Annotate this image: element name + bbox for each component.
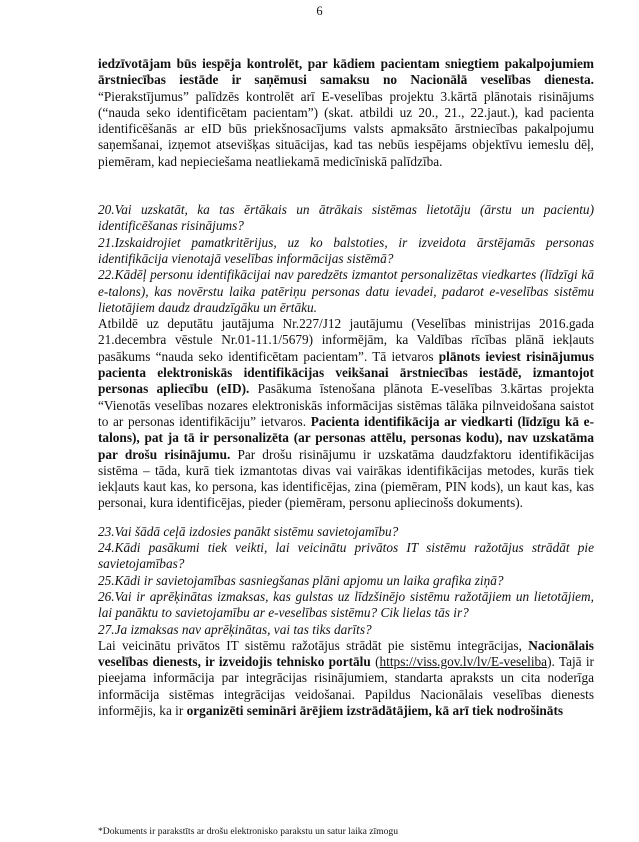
signature-footnote: *Dokuments ir parakstīts ar drošu elektronisko parakstu un satur laika zīmogu [98,826,399,837]
document-body [98,56,594,719]
question-20: 20.Vai uzskatāt, ka tas ērtākais un ātrākais sistēmas lietotāju (ārstu un pacientu) identificēšanas risinājums? [98,202,594,234]
answer-text: Par drošu risinājumu ir uzskatāma daudzfaktoru identifikācijas sistēma – tāda, kurā tiek izmantotas divas vai vairākas identifikācijas metodes, kurās tiek iekļauts kaut kas, ko persona, kas identificējas, zina (piemēram, PIN kods), un kaut kas, kas personai, kura identificējas, pieder (piemēram, personu apliecinošs dokuments). [98,446,594,511]
answer-bold-text: Pacienta identifikācija ar viedkarti (līdzīgu kā e-talons), pat ja tā ir personalizēta (ar personas attēlu, personas kodu), nav uzskatāma par drošu risinājumu. [98,413,595,462]
answer-text: Pasākuma īstenošana plānota E-veselības 3.kārtas projekta “Vienotās veselības nozares elektroniskās informācijas sistēmas tālāka pilnveidošana saistot to ar personas identifikāciju” ietvaros. [98,381,594,429]
answer-text: ). Tajā ir pieejama informācija par integrācijas risinājumiem, standarta apraksts un cita noderīga informācija sistēmas integrācijas veidošanai. Papildus Nacionālais veselības dienests informējis, ka ir [98,654,594,718]
question-27: 27.Ja izmaksas nav aprēķinātas, vai tas tiks darīts? [98,621,372,637]
answer-23-27 [98,638,594,719]
answer-bold-text: Nacionālais veselības dienests, ir izveidojis tehnisko portālu [98,637,594,670]
question-24: 24.Kādi pasākumi tiek veikti, lai veicinātu privātos IT sistēmu ražotājus strādāt pie savietojamības? [98,540,594,572]
question-26: 26.Vai ir aprēķinātas izmaksas, kas gulstas uz līdzšinējo sistēmu ražotājiem un lietotājiem, lai panāktu to savietojamību ar e-veselības sistēmu? Cik lielas tās ir? [98,588,594,621]
answer-bold-text: plānots ieviest risinājumus pacienta elektroniskās identifikācijas veikšanai ārstniecības iestādē, izmantojot personas apliecību (eID). [98,348,594,397]
answer-text: ( [370,654,380,670]
answer-20-22 [98,316,594,512]
technical-portal-link[interactable]: https://viss.gov.lv/lv/E-veseliba [379,654,548,670]
question-21: 21.Izskaidrojiet pamatkritērijus, uz ko balstoties, ir izveidota ārstējamās personas identifikācija vienotajā veselības informācijas sistēmā? [98,234,594,266]
question-22: 22.Kādēļ personu identifikācijai nav paredzēts izmantot personalizētas viedkartes (līdzīgi kā e-talons), kas novērstu laika patēriņu personas datu ievadei, padarot e-veselības sistēmu lietotājiem daudz draudzīgāku un ērtāku. [98,267,594,315]
section-spacer [98,512,594,524]
question-25: 25.Kādi ir savietojamības sasniegšanas plāni apjomu un laika grafika ziņā? [98,572,504,588]
answer-text: Atbildē uz deputātu jautājuma Nr.227/J12 jautājumu (Veselības ministrijas 2016.gada 21.decembra vēstule Nr.01-11.1/5679) informējām, ka Valdības rīcības plānā iekļauts pasākums “nauda seko identificētam pacientam”. Tā ietvaros [98,316,594,364]
answer-text: Lai veicinātu privātos IT sistēmu ražotājus strādāt pie sistēmu integrācijas, [98,637,529,653]
intro-text: “Pierakstījumus” palīdzēs kontrolēt arī E-veselības projektu 3.kārtā plānotais risinājums (“nauda seko identificētam pacientam”) (skat. atbildi uz 20., 21., 22.jaut.), kad pacienta identificēšanās ar eID būs priekšnosacījums valsts apmaksāto ārstniecības pakalpojumu saņemšanai, izņemot atsevišķas situācijas, kad tas nebūs iespējams objektīvu iemeslu dēļ, piemēram, kad nepieciešama neatliekamā medicīniskā palīdzība. [98,88,594,169]
question-23: 23.Vai šādā ceļā izdosies panākt sistēmu savietojamību? [98,523,399,539]
page-number: 6 [316,4,323,18]
intro-paragraph [98,56,594,170]
answer-bold-text: organizēti semināri ārējiem izstrādātājiem, kā arī tiek nodrošināts [186,702,564,718]
intro-bold-text: iedzīvotājam būs iespēja kontrolēt, par kādiem pacientam sniegtiem pakalpojumiem ārstniecības iestāde ir saņēmusi samaksu no Nacionālā veselības dienesta. [98,56,594,88]
section-spacer [98,170,594,202]
